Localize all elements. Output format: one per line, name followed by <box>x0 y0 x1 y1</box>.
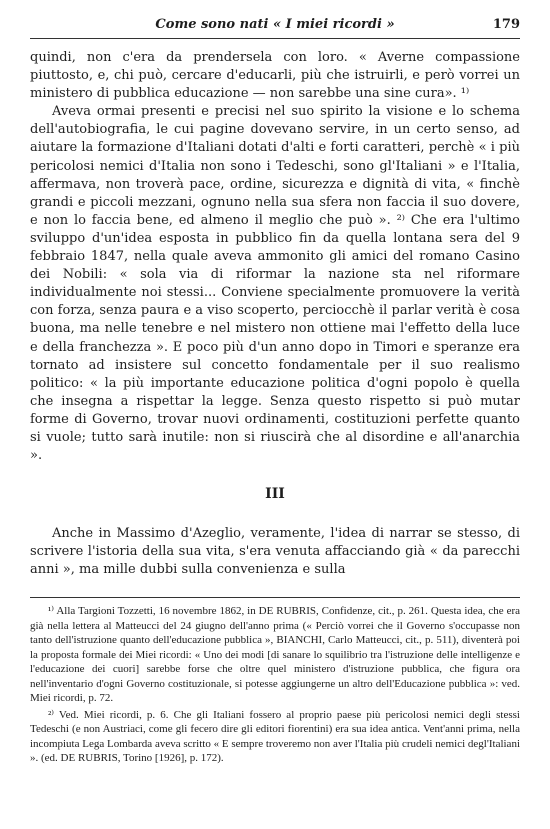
page-number: 179 <box>492 17 520 32</box>
footnotes <box>30 597 520 768</box>
footnote-2: ²⁾ Ved. Miei ricordi, p. 6. Che gli Italiani fossero al proprio paese più pericolosi nemici degli stessi Tedeschi (e non Austriaci, come gli fecero dire gli editori fiorentini) era sua idea antica. Vent'anni prima, nella incompiuta Lega Lombarda aveva scritto « E sempre troveremo non aver l'Italia più crudeli nemici degl'Italiani ». (ed. DE RUBRIS, Torino [1926], p. 172). <box>30 708 520 764</box>
running-head <box>30 12 520 39</box>
footnote-1: ¹⁾ Alla Targioni Tozzetti, 16 novembre 1862, in DE RUBRIS, Confidenze, cit., p. 261. Questa idea, che era già nella lettera al Matteucci del 24 giugno dell'anno prima (« Perciò vorrei che il Governo s'occupasse non tanto dell'istruzione quanto dell'educazione pubblica », BIANCHI, Carlo Matteucci, cit., p. 511), diventerà poi la proposta formale dei Miei ricordi: « Uno dei modi [di sanare lo squilibrio tra l'istruzione delle intelligenze e l'educazione dei cuori] sarebbe forse che oltre quel ministero d'istruzione pubblica, che figura ora nell'inventario d'ogni Governo costituzionale, si potesse aggiungerne un altro dell'Educazione pubblica »: ved. Miei ricordi, p. 72. <box>30 605 520 704</box>
paragraph-autobiography-vision: Aveva ormai presenti e precisi nel suo spirito la visione e lo schema dell'autobiografia, le cui pagine dovevano servire, in un certo senso, ad aiutare la formazione d'Italiani dotati d'alti e forti caratteri, perchè « i più pericolosi nemici d'Italia non sono i Tedeschi, sono gl'Italiani » e l'Italia, affermava, non troverà pace, ordine, sicurezza e dignità di vita, « finchè grandi e piccoli mezzani, ognuno nella sua sfera non faccia il suo dovere, e non lo faccia bene, ed almeno il meglio che può ». ²⁾ Che era l'ultimo sviluppo d'un'idea esposta in pubblico fin da quella lontana sera del 9 febbraio 1847, nella quale aveva ammonito gli amici del romano Casino dei Nobili: « sola via di riformar la nazione sta nel riformare individualmente noi stessi... Conviene specialmente promuovere la verità con forza, senza paura e a viso scoperto, perciocchè il parlar verità è cosa buona, ma nelle tenebre e nel mistero non ottiene mai l'effetto della luce e della franchezza ». E poco più d'un anno dopo in Timori e speranze era tornato ad insistere sul concetto fondamentale per il suo realismo politico: « la più importante educazione politica d'ogni popolo è quella che insegna a rispettar la legge. Senza questo rispetto si può mutar forme di Governo, trovar nuovi ordinamenti, costituzioni perfette quanto si vuole; tutto sarà inutile: non si riuscirà che al disordine e all'anarchia ». <box>30 104 520 464</box>
paragraph-continuation: quindi, non c'era da prendersela con loro. « Averne compassione piuttosto, e, chi può, cercare d'educarli, più che istruirli, e però vorrei un ministero di pubblica educazione — non sarebbe una sine cura». ¹⁾ <box>30 50 520 102</box>
body-text <box>30 49 520 580</box>
running-title: Come sono nati « I miei ricordi » <box>155 17 395 32</box>
paragraph-section-three: Anche in Massimo d'Azeglio, veramente, l'idea di narrar se stesso, di scrivere l'istoria della sua vita, s'era venuta affacciando già « da parecchi anni », ma mille dubbi sulla convenienza e sulla <box>30 526 520 578</box>
section-number: III <box>265 486 285 503</box>
